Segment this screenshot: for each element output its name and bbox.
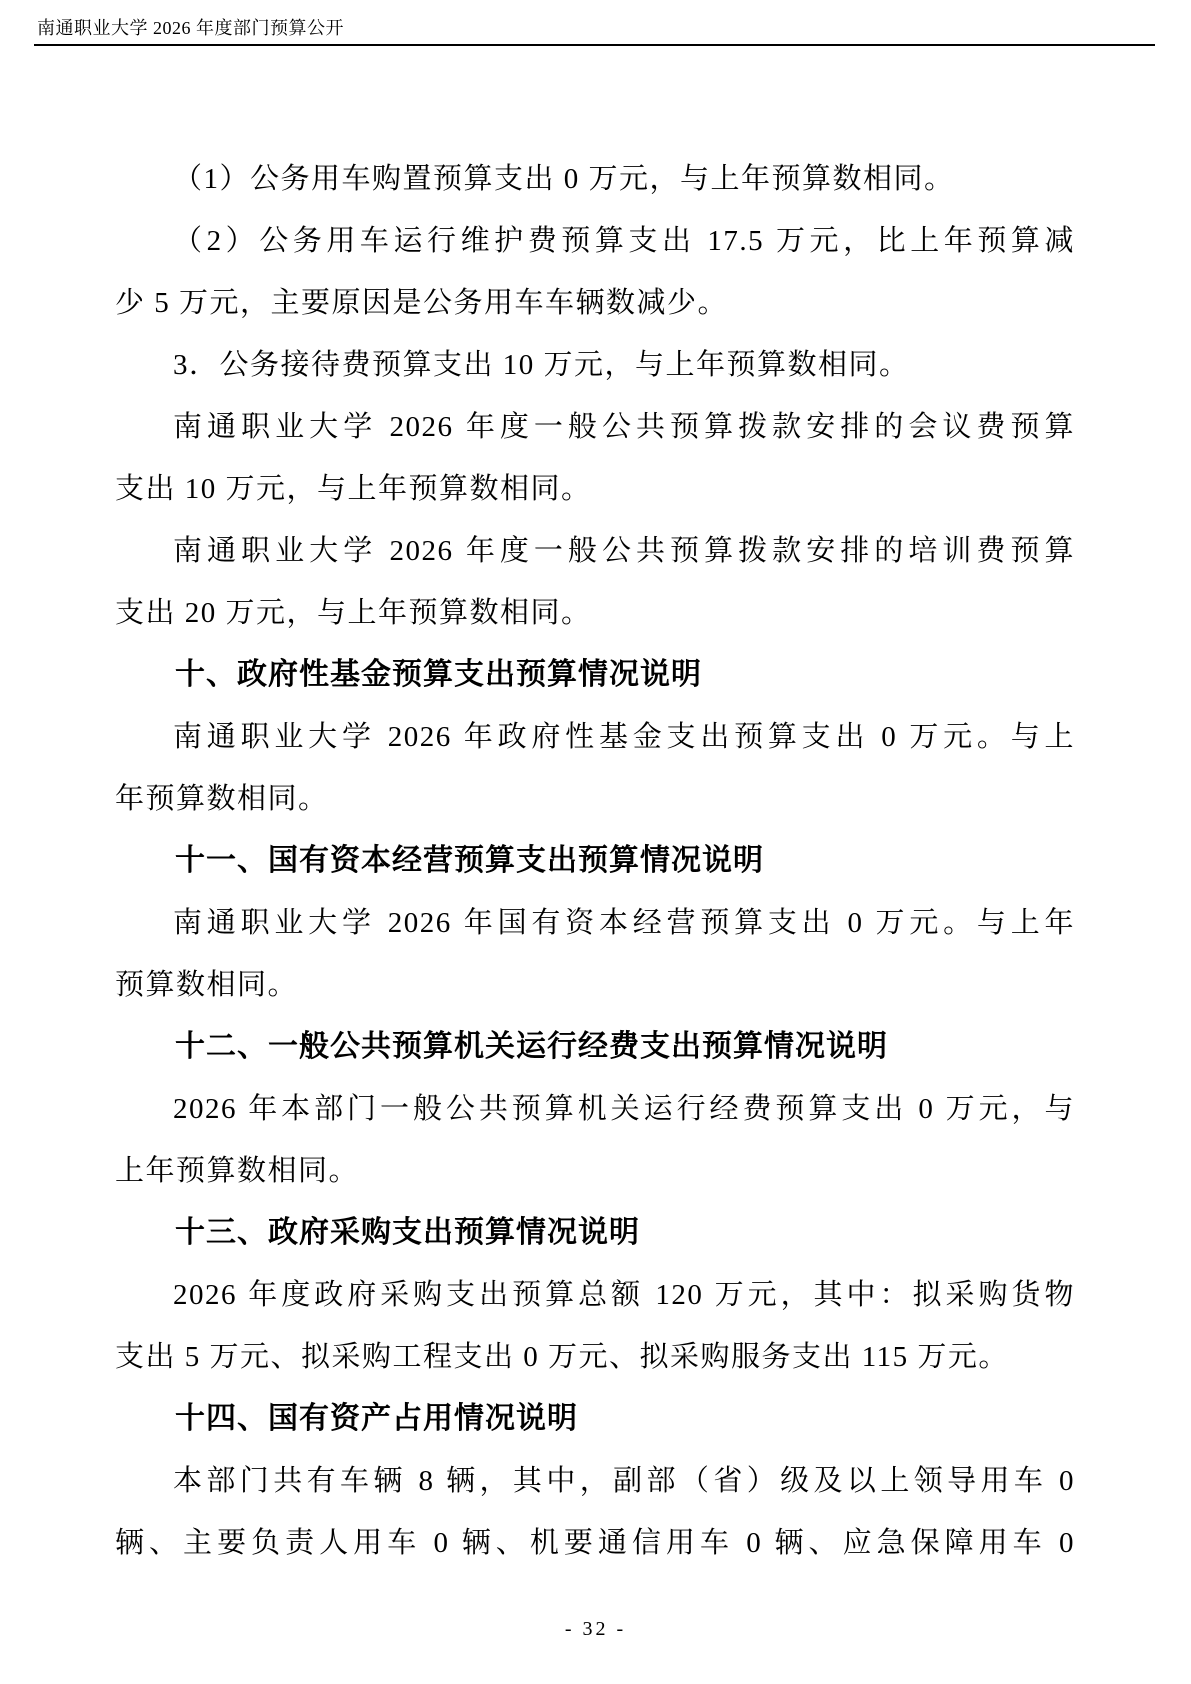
text-line: 少 5 万元，主要原因是公务用车车辆数减少。 xyxy=(115,287,729,319)
text-line: 支出 5 万元、拟采购工程支出 0 万元、拟采购服务支出 115 万元。 xyxy=(115,1341,1009,1373)
section-heading xyxy=(115,830,1075,892)
paragraph xyxy=(115,520,1075,644)
paragraph xyxy=(115,892,1075,1016)
section-heading xyxy=(115,1202,1075,1264)
text-line: 十二、一般公共预算机关运行经费支出预算情况说明 xyxy=(175,1030,888,1063)
header-rule xyxy=(34,44,1155,46)
text-line: 辆、主要负责人用车 0 辆、机要通信用车 0 辆、应急保障用车 0 xyxy=(115,1527,1075,1559)
text-line: 十一、国有资本经营预算支出预算情况说明 xyxy=(175,844,764,877)
text-line: 南通职业大学 2026 年度一般公共预算拨款安排的会议费预算 xyxy=(173,411,1075,443)
paragraph xyxy=(115,210,1075,334)
section-heading xyxy=(115,1388,1075,1450)
text-line: 十、政府性基金预算支出预算情况说明 xyxy=(175,658,702,691)
text-line: （2）公务用车运行维护费预算支出 17.5 万元，比上年预算减 xyxy=(173,225,1075,257)
section-heading xyxy=(115,644,1075,706)
text-line: 支出 20 万元，与上年预算数相同。 xyxy=(115,597,592,629)
paragraph xyxy=(115,1078,1075,1202)
text-line: 南通职业大学 2026 年政府性基金支出预算支出 0 万元。与上 xyxy=(173,721,1075,753)
header-title: 南通职业大学 2026 年度部门预算公开 xyxy=(37,18,344,38)
text-line: 南通职业大学 2026 年度一般公共预算拨款安排的培训费预算 xyxy=(173,535,1075,567)
paragraph xyxy=(115,1264,1075,1388)
section-heading xyxy=(115,1016,1075,1078)
text-line: 2026 年本部门一般公共预算机关运行经费预算支出 0 万元，与 xyxy=(173,1093,1075,1125)
text-line: 3．公务接待费预算支出 10 万元，与上年预算数相同。 xyxy=(173,349,910,381)
paragraph xyxy=(115,148,1075,210)
paragraph xyxy=(115,706,1075,830)
paragraph xyxy=(115,1450,1075,1574)
paragraph xyxy=(115,334,1075,396)
text-line: 十三、政府采购支出预算情况说明 xyxy=(175,1216,640,1249)
page-number: - 32 - xyxy=(564,1618,627,1640)
text-line: 十四、国有资产占用情况说明 xyxy=(175,1402,578,1435)
text-line: 年预算数相同。 xyxy=(115,783,329,815)
document-body xyxy=(115,148,1075,1574)
text-line: 支出 10 万元，与上年预算数相同。 xyxy=(115,473,592,505)
text-line: 2026 年度政府采购支出预算总额 120 万元，其中：拟采购货物 xyxy=(173,1279,1075,1311)
text-line: 南通职业大学 2026 年国有资本经营预算支出 0 万元。与上年 xyxy=(173,907,1075,939)
text-line: 上年预算数相同。 xyxy=(115,1155,360,1187)
paragraph xyxy=(115,396,1075,520)
text-line: （1）公务用车购置预算支出 0 万元，与上年预算数相同。 xyxy=(173,163,955,195)
text-line: 本部门共有车辆 8 辆，其中，副部（省）级及以上领导用车 0 xyxy=(173,1465,1075,1497)
text-line: 预算数相同。 xyxy=(115,969,299,1001)
